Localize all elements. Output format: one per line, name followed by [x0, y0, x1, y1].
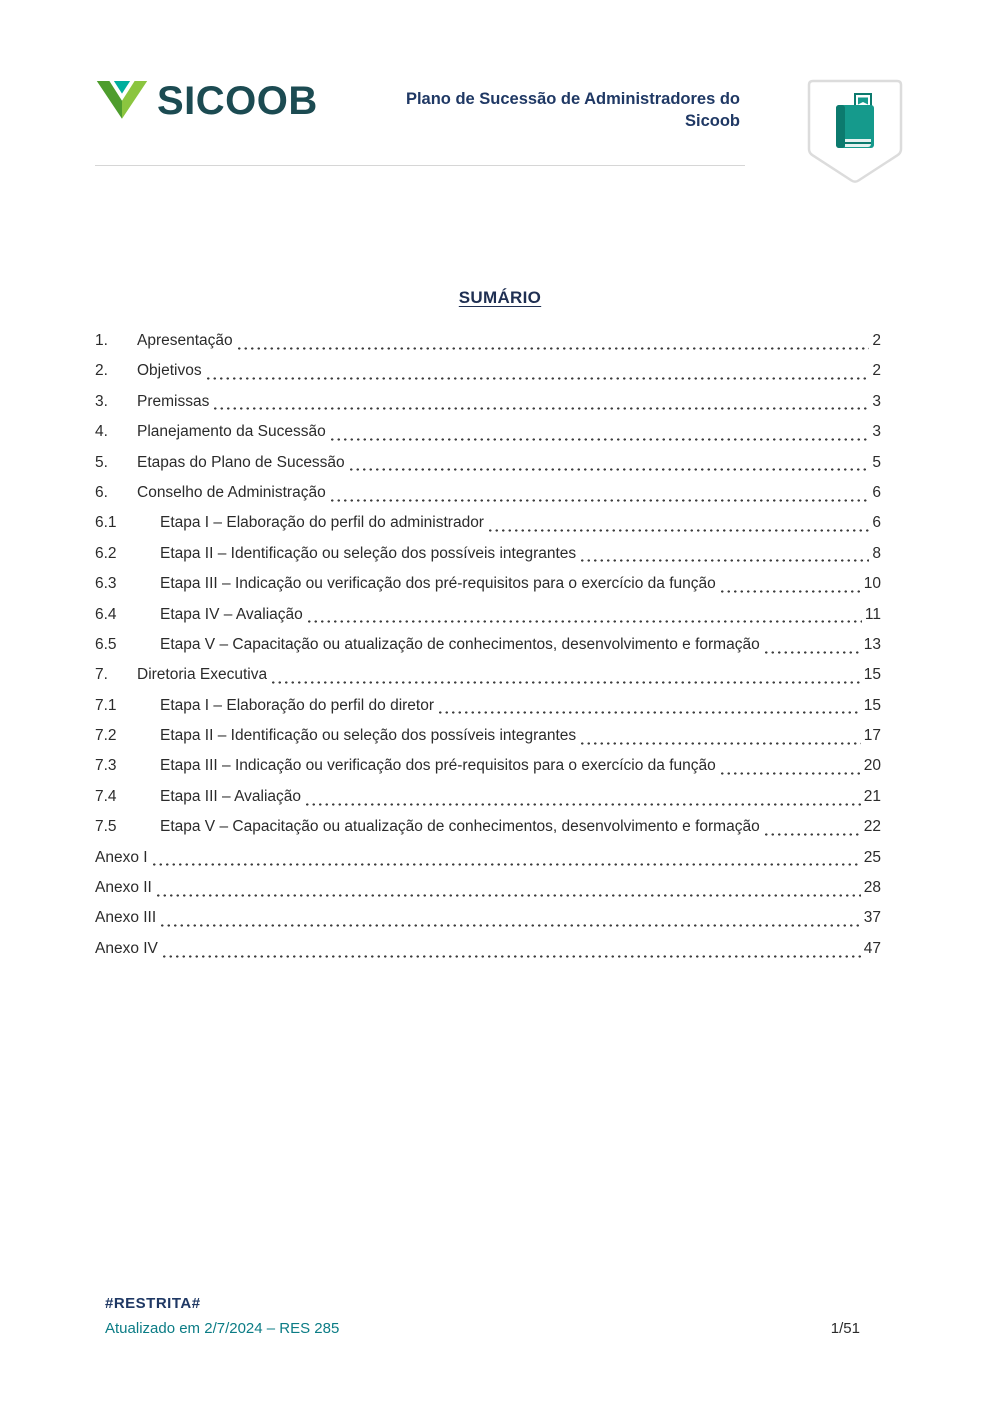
toc-leader-dots	[236, 326, 870, 356]
toc-leader-dots	[304, 782, 861, 812]
toc-entry-label: Planejamento da Sucessão	[137, 423, 326, 441]
toc-leader-dots	[205, 356, 870, 386]
toc-entry-label: Premissas	[137, 392, 210, 410]
document-title-line1: Plano de Sucessão de Administradores do	[405, 90, 740, 108]
toc-entry-number: 6.1	[95, 514, 117, 532]
sicoob-wordmark: SICOOB	[157, 79, 318, 123]
toc-entry-number: 6.5	[95, 635, 117, 653]
toc-entry	[95, 417, 881, 447]
toc-entry-label: Conselho de Administração	[137, 483, 326, 501]
toc-leader-dots	[437, 691, 861, 721]
toc-entry-number: 2.	[95, 362, 108, 380]
toc-leader-dots	[487, 508, 869, 538]
toc-entry-number: 6.3	[95, 575, 117, 593]
toc-leader-dots	[151, 843, 861, 873]
toc-leader-dots	[329, 417, 870, 447]
toc-entry-page: 6	[872, 514, 881, 532]
toc-entry-number: 6.2	[95, 544, 117, 562]
toc-entry-page: 17	[863, 727, 881, 745]
sicoob-chevron-icon	[95, 76, 149, 127]
toc-entry-number: 7.	[95, 666, 108, 684]
toc-entry-number: 7.2	[95, 727, 117, 745]
toc-entry	[95, 569, 881, 599]
toc-entry-page: 13	[863, 635, 881, 653]
toc-entry-page: 2	[872, 332, 881, 349]
toc-leader-dots	[329, 478, 870, 508]
toc-entry-label: Etapa I – Elaboração do perfil do administrador	[160, 514, 484, 532]
toc-entry-page: 37	[863, 909, 881, 927]
toc-leader-dots	[579, 539, 869, 569]
toc-entry-label: Etapas do Plano de Sucessão	[137, 453, 345, 471]
toc-entry-label: Etapa III – Indicação ou verificação dos pré-requisitos para o exercício da função	[160, 575, 716, 593]
toc-leader-dots	[159, 903, 861, 933]
toc-entry	[95, 508, 881, 538]
toc-entry	[95, 751, 881, 781]
toc-entry-label: Etapa I – Elaboração do perfil do diretor	[160, 696, 435, 714]
sicoob-logo	[95, 76, 318, 127]
toc-entry-label: Etapa V – Capacitação ou atualização de conhecimentos, desenvolvimento e formação	[160, 818, 760, 836]
toc-entry-label: Etapa III – Indicação ou verificação dos pré-requisitos para o exercício da função	[160, 757, 716, 775]
toc-entry	[95, 448, 881, 478]
classification-label: #RESTRITA#	[105, 1295, 201, 1312]
toc-entry-page: 28	[863, 879, 881, 897]
toc-entry-page: 8	[872, 544, 881, 562]
toc-entry	[95, 843, 881, 873]
toc-entry-page: 5	[872, 453, 881, 471]
toc-entry-label: Etapa II – Identificação ou seleção dos possíveis integrantes	[160, 727, 577, 745]
toc-entry-page: 10	[863, 575, 881, 593]
toc-entry	[95, 660, 881, 690]
toc-entry-page: 2	[872, 362, 881, 380]
header-divider	[95, 165, 745, 166]
toc-entry-label: Diretoria Executiva	[137, 666, 268, 684]
toc-leader-dots	[719, 751, 861, 781]
toc-entry-label: Objetivos	[137, 362, 202, 380]
toc-entry	[95, 903, 881, 933]
toc-leader-dots	[270, 660, 861, 690]
toc-entry	[95, 934, 881, 964]
toc-entry-page: 3	[872, 392, 881, 410]
toc-entry-label: Etapa IV – Avaliação	[160, 605, 303, 623]
document-title-line2: Sicoob	[684, 112, 740, 131]
toc-entry-number: 7.3	[95, 757, 117, 775]
toc-entry-number: 7.1	[95, 696, 117, 714]
toc-leader-dots	[306, 600, 862, 630]
page-number: 1/51	[830, 1320, 860, 1337]
toc-entry-page: 15	[863, 696, 881, 714]
toc-entry-label: Apresentação	[137, 332, 233, 349]
toc-entry-number: 4.	[95, 423, 108, 441]
toc-entry	[95, 721, 881, 751]
toc-entry-number: 6.4	[95, 605, 117, 623]
toc-entry-label: Anexo IV	[95, 939, 158, 957]
toc-entry-number: 7.5	[95, 818, 117, 836]
toc-entry-page: 3	[872, 423, 881, 441]
toc-entry	[95, 539, 881, 569]
toc-entry	[95, 812, 881, 842]
toc-leader-dots	[155, 873, 861, 903]
toc-entry-label: Anexo I	[95, 848, 148, 866]
book-icon	[805, 78, 905, 190]
toc-entry	[95, 356, 881, 386]
footer-updated-text: Atualizado em 2/7/2024 – RES 285	[105, 1320, 340, 1337]
toc-leader-dots	[348, 448, 870, 478]
toc-entry	[95, 326, 881, 356]
document-title	[350, 88, 740, 133]
toc-leader-dots	[763, 812, 861, 842]
toc-entry-label: Etapa III – Avaliação	[160, 787, 302, 805]
toc-entry-number: 3.	[95, 392, 108, 410]
toc-entry-label: Anexo II	[95, 879, 152, 897]
toc-entry-number: 6.	[95, 483, 108, 501]
toc-entry-label: Etapa II – Identificação ou seleção dos possíveis integrantes	[160, 544, 577, 562]
toc-leader-dots	[719, 569, 861, 599]
toc-entry	[95, 600, 881, 630]
toc-entry-page: 20	[863, 757, 881, 775]
toc-entry	[95, 873, 881, 903]
toc-entry-page: 47	[863, 939, 881, 957]
summary-heading: SUMÁRIO	[458, 288, 542, 307]
toc-entry-number: 1.	[95, 332, 108, 349]
toc-entry	[95, 782, 881, 812]
toc-entry-number: 7.4	[95, 787, 117, 805]
toc-entry-page: 11	[864, 605, 881, 623]
toc-entry-number: 5.	[95, 453, 108, 471]
toc-entry-page: 21	[863, 787, 881, 805]
toc-entry	[95, 630, 881, 660]
toc-entry	[95, 387, 881, 417]
toc-entry-page: 15	[863, 666, 881, 684]
toc-entry-page: 22	[863, 818, 881, 836]
toc-entry	[95, 691, 881, 721]
toc-entry-page: 25	[863, 848, 881, 866]
toc-list	[95, 326, 881, 964]
toc-leader-dots	[579, 721, 861, 751]
toc-entry-label: Anexo III	[95, 909, 157, 927]
toc-leader-dots	[763, 630, 861, 660]
toc-entry-page: 6	[872, 483, 881, 501]
toc-leader-dots	[161, 934, 861, 964]
toc-leader-dots	[212, 387, 869, 417]
book-badge	[805, 78, 905, 190]
toc-entry	[95, 478, 881, 508]
toc-entry-label: Etapa V – Capacitação ou atualização de conhecimentos, desenvolvimento e formação	[160, 635, 760, 653]
